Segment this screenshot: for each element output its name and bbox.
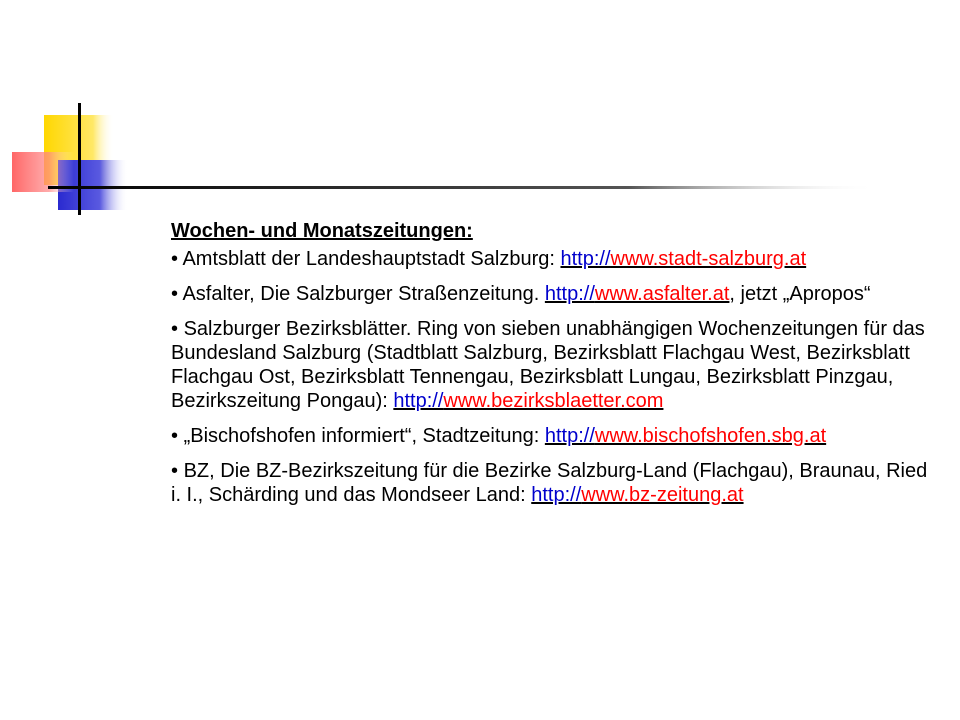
bullet-icon: • xyxy=(171,460,179,482)
slide-heading: Wochen- und Monatszeitungen: xyxy=(171,220,473,242)
item-link[interactable] xyxy=(393,390,663,412)
bullet-icon: • xyxy=(171,425,179,447)
deco-vertical-line xyxy=(78,103,81,215)
link-host: www.stadt-salzburg.at xyxy=(610,248,807,270)
link-protocol: http:// xyxy=(531,484,582,506)
item-text: Salzburger Bezirksblätter. Ring von sieben unabhängigen Wochenzeitungen für das Bundesland Salzburg (Stadtblatt Salzburg, Bezirksblatt Flachgau West, Bezirksblatt Flachgau Ost, Bezirksblatt Tennengau, Bezirksblatt Lungau, Bezirksblatt Pinzgau, Bezirkszeitung Pongau): xyxy=(171,318,925,412)
item-text: „Bischofshofen informiert“, Stadtzeitung: xyxy=(183,425,545,447)
list-item xyxy=(171,424,931,448)
bullet-list xyxy=(171,247,931,507)
list-item xyxy=(171,247,931,271)
list-item xyxy=(171,459,931,507)
slide-decoration xyxy=(0,0,960,230)
link-host: www.bz-zeitung.at xyxy=(581,484,744,506)
item-text: Asfalter, Die Salzburger Straßenzeitung. xyxy=(182,283,545,305)
bullet-icon: • xyxy=(171,318,179,340)
item-link[interactable] xyxy=(545,283,730,305)
link-protocol: http:// xyxy=(544,425,595,447)
bullet-icon: • xyxy=(171,283,179,305)
list-item xyxy=(171,317,931,413)
link-host: www.asfalter.at xyxy=(594,283,730,305)
deco-horizontal-line xyxy=(48,186,878,189)
link-protocol: http:// xyxy=(393,390,444,412)
link-host: www.bezirksblaetter.com xyxy=(443,390,664,412)
bullet-icon: • xyxy=(171,248,179,270)
item-text: Amtsblatt der Landeshauptstadt Salzburg: xyxy=(182,248,561,270)
link-host: www.bischofshofen.sbg.at xyxy=(594,425,827,447)
link-protocol: http:// xyxy=(544,283,595,305)
item-text-after: , jetzt „Apropos“ xyxy=(729,283,871,305)
slide-content xyxy=(171,219,931,518)
list-item xyxy=(171,282,931,306)
item-link[interactable] xyxy=(560,248,806,270)
link-protocol: http:// xyxy=(560,248,611,270)
item-link[interactable] xyxy=(545,425,826,447)
item-text: BZ, Die BZ-Bezirkszeitung für die Bezirke Salzburg-Land (Flachgau), Braunau, Ried i. I., Schärding und das Mondseer Land: xyxy=(171,460,928,506)
item-link[interactable] xyxy=(531,484,743,506)
